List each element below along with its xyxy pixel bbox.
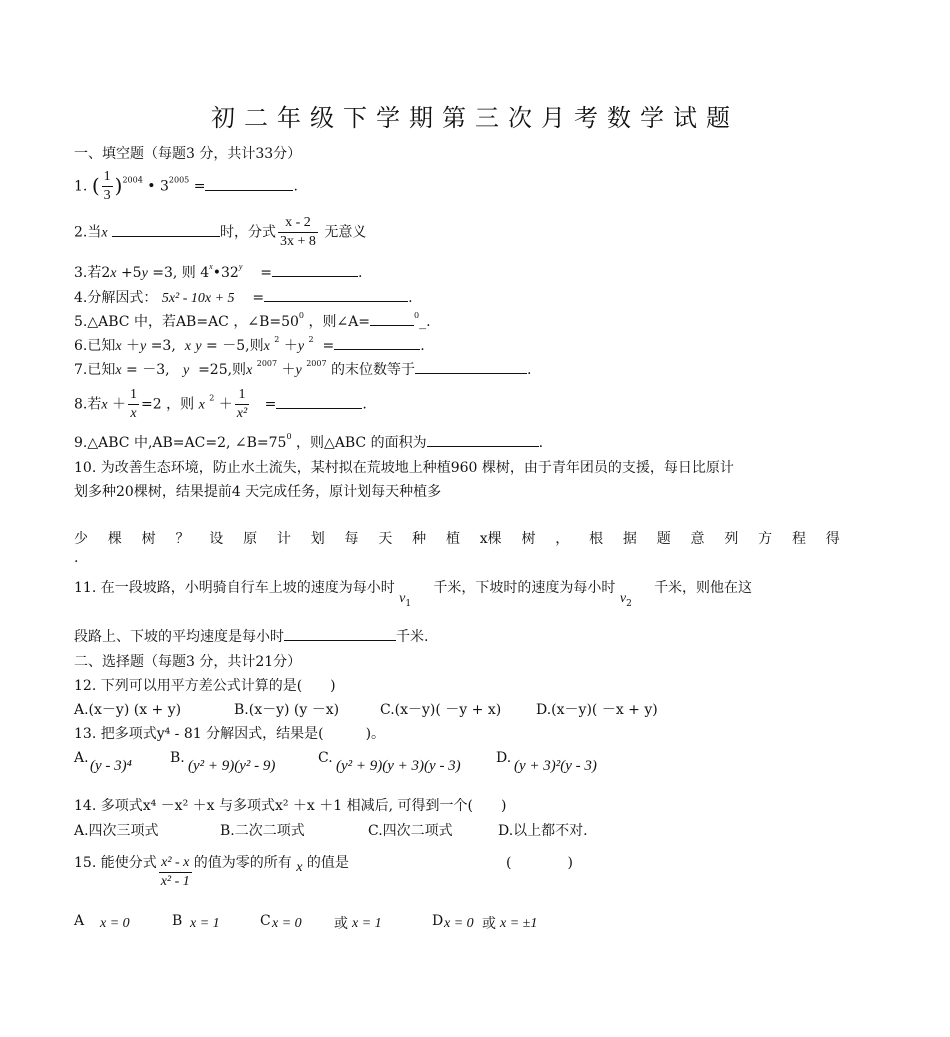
spaced-char: 计 xyxy=(276,531,291,547)
spaced-char: x棵 xyxy=(479,531,502,547)
question-14-stem: 14. 多项式x⁴ －x² ＋x 与多项式x² ＋x ＋1 相减后, 可得到一个( ) xyxy=(74,798,507,814)
question-13-stem: 13. 把多项式y⁴ - 81 分解因式，结果是( )。 xyxy=(74,726,386,742)
question-12-stem: 12. 下列可以用平方差公式计算的是( ) xyxy=(74,678,336,694)
exponent: 2005 xyxy=(168,175,190,185)
equals: = xyxy=(193,178,206,195)
spaced-char: 棵 xyxy=(107,531,122,547)
spaced-char: 方 xyxy=(758,531,773,547)
answer-blank[interactable] xyxy=(415,359,527,374)
question-3: 3.若2x +5y =3, 则 4$^x$•32$^y$ = . xyxy=(74,262,363,281)
spaced-char: 题 xyxy=(656,531,671,547)
option-b-label[interactable]: B xyxy=(172,913,183,929)
question-8: 8.若x ＋ $\frac{1}{x}$ =2 ，则 x $^2$ ＋ $\frac{1}{\text{x²}}$ = . xyxy=(74,387,367,421)
question-15-stem: 15. 能使分式 $\frac{\text{x² - x}}{\text{x² - 1}}$ 的值为零的所有 x 的值是 ( ) xyxy=(74,852,840,891)
option-c[interactable]: C.四次二项式 xyxy=(368,823,453,839)
option-d-or: 或 xyxy=(482,916,496,932)
option-d[interactable]: D.以上都不对. xyxy=(498,823,588,839)
answer-blank[interactable] xyxy=(284,626,396,641)
option-b[interactable]: B.(x－y) (y －x) xyxy=(234,702,340,718)
answer-blank[interactable] xyxy=(370,311,414,326)
question-6: 6.已知x ＋y =3, x y = －5,则x $^2$ ＋y $^2$ = . xyxy=(74,335,425,354)
spaced-char: 设 xyxy=(209,531,224,547)
option-d-label[interactable]: D xyxy=(432,913,444,929)
option-a[interactable]: A.(x－y) (x + y) xyxy=(74,702,182,718)
spaced-char: 根 xyxy=(589,531,604,547)
option-c-or: 或 xyxy=(334,916,348,932)
option-d-label[interactable]: D. xyxy=(496,750,512,766)
option-a-label[interactable]: A xyxy=(74,913,85,929)
option-c-expr[interactable]: (y² + 9)(y + 3)(y - 3) xyxy=(336,758,461,774)
question-10-line-4: . xyxy=(74,550,79,566)
spaced-char: ？ xyxy=(175,531,190,547)
option-a-expr[interactable]: x = 0 xyxy=(100,916,130,931)
question-10-line-3 xyxy=(74,528,840,548)
question-14-options xyxy=(74,820,840,840)
velocity-symbol: v xyxy=(619,591,627,606)
spaced-char: 列 xyxy=(724,531,739,547)
paren-open: ( xyxy=(91,173,100,198)
variable: x xyxy=(101,225,108,241)
spaced-char: 树 xyxy=(521,531,536,547)
option-b[interactable]: B.二次二项式 xyxy=(220,823,305,839)
spaced-char: 程 xyxy=(791,531,806,547)
answer-paren[interactable]: ( ) xyxy=(506,855,573,871)
question-number: 1. xyxy=(74,178,88,195)
spaced-char: 树 xyxy=(141,531,156,547)
fraction: $\frac{\text{x² - x}}{\text{x² - 1}}$ xyxy=(160,855,190,889)
option-d-expr-2[interactable]: x = ±1 xyxy=(500,916,538,931)
question-5: 5.△ABC 中，若AB=AC ，$\angle B=50^0$ ，则∠A= $^0$_. xyxy=(74,311,431,330)
option-d[interactable]: D.(x－y)( －x + y) xyxy=(536,702,658,718)
paren-close: ) xyxy=(114,173,123,198)
spaced-char: 原 xyxy=(243,531,258,547)
option-a-label[interactable]: A. xyxy=(74,750,89,766)
spaced-char: 植 xyxy=(445,531,460,547)
question-11-line-2: 段路上、下坡的平均速度是每小时 千米. xyxy=(74,626,840,646)
option-d-expr[interactable]: (y + 3)²(y - 3) xyxy=(514,758,597,774)
spaced-char: 得 xyxy=(825,531,840,547)
answer-blank[interactable] xyxy=(272,262,358,277)
section-1-heading: 一、填空题（每题3 分，共计33分） xyxy=(74,146,302,162)
fraction: $\frac{1}{x}$ xyxy=(130,387,138,421)
question-10-line-1: 10. 为改善生态环境，防止水土流失，某村拟在荒坡地上种植960 棵树，由于青年团员的支援，每日比原计 xyxy=(74,460,734,476)
answer-blank[interactable] xyxy=(205,176,293,191)
question-1: 1. ( $\frac{1}{3}$ )$^{2004}$ • $3^{2005}$ = . xyxy=(74,169,298,203)
polynomial: 5x² - 10x + 5 xyxy=(161,291,235,306)
velocity-symbol: v xyxy=(399,591,406,606)
spaced-char: 种 xyxy=(412,531,427,547)
question-4: 4.分解因式： 5x² - 10x + 5 = . xyxy=(74,287,840,307)
option-c[interactable]: C.(x－y)( －y + x) xyxy=(380,702,502,718)
answer-blank[interactable] xyxy=(427,432,539,447)
option-b-expr[interactable]: x = 1 xyxy=(190,916,220,931)
exponent: 2004 xyxy=(122,175,143,185)
question-7: 7.已知x = －3, y =25,则x $^{2007}$ ＋y $^{2007}$ 的末位数等于 . xyxy=(74,359,532,378)
option-b-expr[interactable]: (y² + 9)(y² - 9) xyxy=(188,758,276,774)
question-13-options xyxy=(74,750,840,780)
question-9: 9.△ABC 中,AB=AC=2, $\angle B=75^0$ ，则△ABC 的面积为 . xyxy=(74,432,544,451)
question-11-line-1: 11. 在一段坡路，小明骑自行车上坡的速度为每小时 $v_1$ 千米，下坡时的速度为每小时 $v_2$ 千米，则他在这 xyxy=(74,580,753,609)
answer-blank[interactable] xyxy=(276,394,362,409)
option-a[interactable]: A.四次三项式 xyxy=(74,823,159,839)
option-c-expr[interactable]: x = 0 xyxy=(272,916,302,931)
option-c-expr-2[interactable]: x = 1 xyxy=(352,916,382,931)
spaced-char: 少 xyxy=(74,531,88,547)
option-c-label[interactable]: C xyxy=(260,913,271,929)
fraction: $\frac{1}{3}$ xyxy=(103,169,111,203)
spaced-char: 天 xyxy=(378,531,393,547)
spaced-char: ， xyxy=(555,531,570,547)
base: 3 xyxy=(159,178,169,195)
answer-blank[interactable] xyxy=(264,287,408,302)
spaced-char: 每 xyxy=(344,531,359,547)
answer-blank[interactable] xyxy=(112,222,220,237)
option-a-expr[interactable]: (y - 3)⁴ xyxy=(90,758,132,774)
option-b-label[interactable]: B. xyxy=(170,750,185,766)
spaced-char: 意 xyxy=(690,531,705,547)
dot-operator: • xyxy=(147,178,156,195)
question-2: 2.当x 时，分式 $\frac{x - 2}{3x + 8}$ 无意义 xyxy=(74,215,367,249)
question-12-options xyxy=(74,699,840,719)
spaced-char: 据 xyxy=(622,531,637,547)
fraction: $\frac{x - 2}{3x + 8}$ xyxy=(280,215,316,249)
question-10-line-2: 划多种20棵树，结果提前4 天完成任务，原计划每天种植多 xyxy=(74,484,442,500)
answer-blank[interactable] xyxy=(334,335,420,350)
option-c-label[interactable]: C. xyxy=(318,750,333,766)
section-2-heading: 二、选择题（每题3 分，共计21分） xyxy=(74,654,302,670)
spaced-char: 划 xyxy=(310,531,325,547)
fraction: $\frac{1}{\text{x²}}$ xyxy=(236,387,248,421)
option-d-expr[interactable]: x = 0 xyxy=(444,916,474,931)
question-15-options xyxy=(74,913,840,937)
page-title: 初二年级下学期第三次月考数学试题 xyxy=(211,104,739,132)
